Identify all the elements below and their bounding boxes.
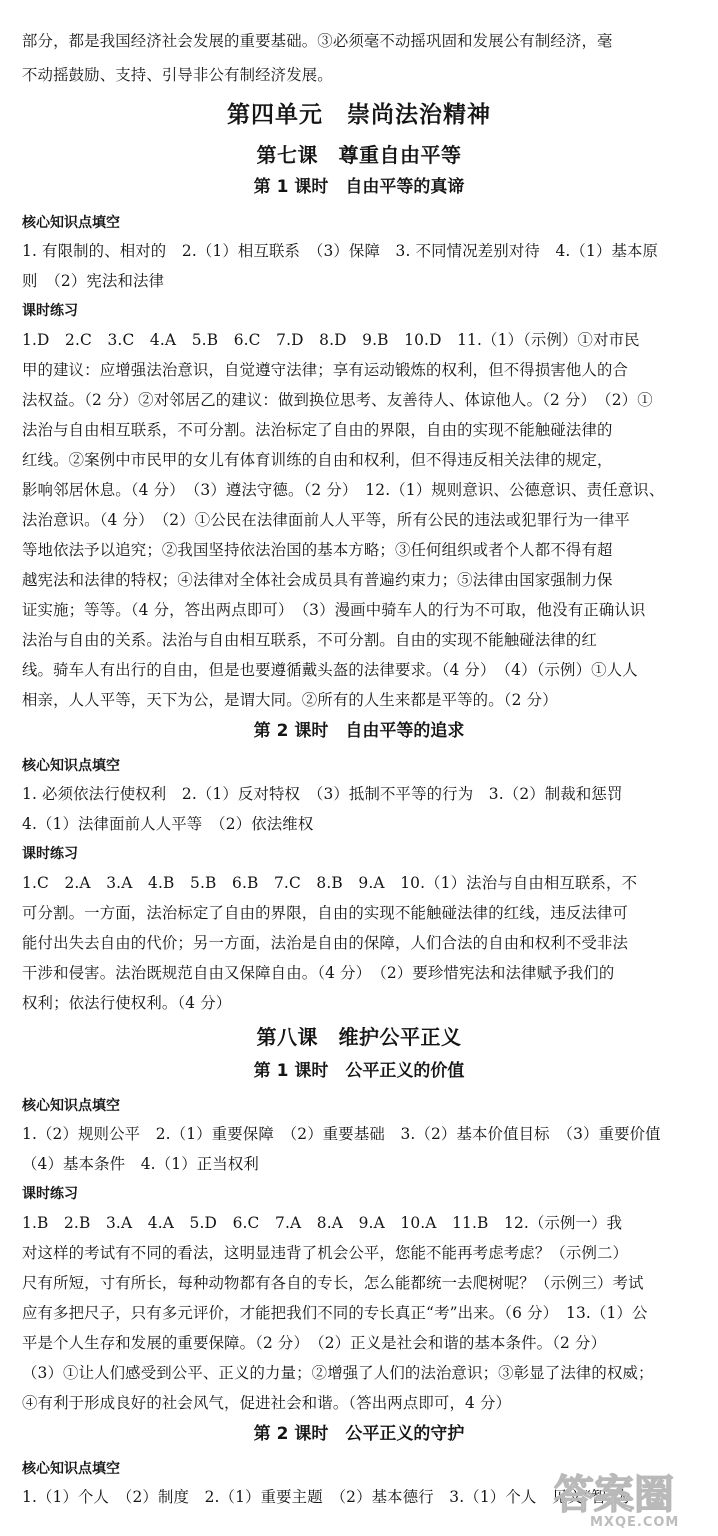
answer-line: 能付出失去自由的代价；另一方面，法治是自由的保障，人们合法的自由和权利不受非法 (22, 934, 629, 952)
intro-line: 不动摇鼓励、支持、引导非公有制经济发展。 (22, 66, 333, 84)
answer-line: 则 （2）宪法和法律 (22, 272, 165, 290)
answer-line: 1.（2）规则公平 2.（1）重要保障 （2）重要基础 3.（2）基本价值目标 （3）重要价值 (22, 1125, 661, 1143)
answer-line: 线。骑车人有出行的自由，但是也要遵循戴头盔的法律要求。（4 分） （4）（示例）①人人 (22, 661, 638, 679)
lesson-title: 第七课 尊重自由平等 (256, 143, 462, 167)
lesson-title: 第八课 维护公平正义 (256, 1025, 462, 1049)
section-heading-fill: 核心知识点填空 (22, 215, 120, 231)
watermark-domain: MXQE.COM (590, 1515, 680, 1530)
answer-line: 法治与自由相互联系，不可分割。法治标定了自由的界限，自由的实现不能触碰法律的 (22, 421, 613, 439)
section-heading-fill: 核心知识点填空 (22, 1461, 120, 1477)
answer-line: 越宪法和法律的特权；④法律对全体社会成员具有普遍约束力；⑤法律由国家强制力保 (22, 571, 613, 589)
answer-line: 对这样的考试有不同的看法，这明显违背了机会公平，您能不能再考虑考虑？（示例二） (22, 1244, 629, 1262)
period-title: 第 1 课时 自由平等的真谛 (253, 177, 465, 197)
intro-line: 部分，都是我国经济社会发展的重要基础。③必须毫不动摇巩固和发展公有制经济，毫 (22, 32, 613, 50)
answer-line: 4.（1）法律面前人人平等 （2）依法维权 (22, 815, 314, 833)
unit-title: 第四单元 崇尚法治精神 (227, 102, 491, 128)
watermark-logo-text: 答案圈 (554, 1472, 674, 1518)
answer-line: 法治与自由的关系。法治与自由相互联系，不可分割。自由的实现不能触碰法律的红 (22, 631, 598, 649)
period-title: 第 2 课时 自由平等的追求 (253, 721, 465, 741)
answer-line: （4）基本条件 4.（1）正当权利 (22, 1155, 259, 1173)
answer-line: 干涉和侵害。法治既规范自由又保障自由。（4 分） （2）要珍惜宪法和法律赋予我们的 (22, 964, 615, 982)
answer-line: 1.C 2.A 3.A 4.B 5.B 6.B 7.C 8.B 9.A 10.（1）法治与自由相互联系，不 (22, 874, 638, 892)
section-heading-practice: 课时练习 (22, 1186, 78, 1202)
answer-line: 1.B 2.B 3.A 4.A 5.D 6.C 7.A 8.A 9.A 10.A 11.B 12.（示例一）我 (22, 1214, 623, 1232)
section-heading-practice: 课时练习 (22, 846, 78, 862)
answer-line: 红线。②案例中市民甲的女儿有体育训练的自由和权利，但不得违反相关法律的规定， (22, 451, 613, 469)
answer-line: 应有多把尺子，只有多元评价，才能把我们不同的专长真正“考”出来。（6 分） 13.（1）公 (22, 1304, 648, 1322)
answer-line: 影响邻居休息。（4 分） （3）遵法守德。（2 分） 12.（1）规则意识、公德意识、责任意识、 (22, 481, 665, 499)
answer-line: 甲的建议：应增强法治意识，自觉遵守法律；享有运动锻炼的权利，但不得损害他人的合 (22, 361, 629, 379)
period-title: 第 2 课时 公平正义的守护 (253, 1424, 465, 1444)
answer-line: 1.（1）个人 （2）制度 2.（1）重要主题 （2）基本德行 3.（1）个人 见义“智”为 (22, 1488, 631, 1506)
section-heading-fill: 核心知识点填空 (22, 758, 120, 774)
answer-line: 法治意识。（4 分） （2）①公民在法律面前人人平等，所有公民的违法或犯罪行为一律平 (22, 511, 630, 529)
answer-line: 1. 必须依法行使权利 2.（1）反对特权 （3）抵制不平等的行为 3.（2）制裁和惩罚 (22, 785, 623, 803)
answer-line: ④有利于形成良好的社会风气，促进社会和谐。（答出两点即可，4 分） (22, 1394, 512, 1412)
section-heading-fill: 核心知识点填空 (22, 1098, 120, 1114)
answer-line: 可分割。一方面，法治标定了自由的界限，自由的实现不能触碰法律的红线，违反法律可 (22, 904, 629, 922)
answer-line: 1.D 2.C 3.C 4.A 5.B 6.C 7.D 8.D 9.B 10.D 11.（1）（示例）①对市民 (22, 331, 640, 349)
answer-line: 1. 有限制的、相对的 2.（1）相互联系 （3）保障 3. 不同情况差别对待 4.（1）基本原 (22, 242, 659, 260)
answer-line: （3）①让人们感受到公平、正义的力量；②增强了人们的法治意识；③彰显了法律的权威； (22, 1364, 654, 1382)
section-heading-practice: 课时练习 (22, 303, 78, 319)
answer-line: 平是个人生存和发展的重要保障。（2 分） （2）正义是社会和谐的基本条件。（2 分） (22, 1334, 607, 1352)
answer-line: 尺有所短，寸有所长，每种动物都有各自的专长，怎么能都统一去爬树呢？（示例三）考试 (22, 1274, 644, 1292)
answer-line: 等地依法予以追究；②我国坚持依法治国的基本方略；③任何组织或者个人都不得有超 (22, 541, 613, 559)
answer-line: 权利；依法行使权利。（4 分） (22, 994, 232, 1012)
answer-line: 相亲，人人平等，天下为公，是谓大同。②所有的人生来都是平等的。（2 分） (22, 691, 558, 709)
period-title: 第 1 课时 公平正义的价值 (253, 1061, 465, 1081)
answer-line: 证实施；等等。（4 分，答出两点即可） （3）漫画中骑车人的行为不可取，他没有正确认识 (22, 601, 646, 619)
answer-line: 法权益。（2 分）②对邻居乙的建议：做到换位思考、友善待人、体谅他人。（2 分） （2）① (22, 391, 653, 409)
